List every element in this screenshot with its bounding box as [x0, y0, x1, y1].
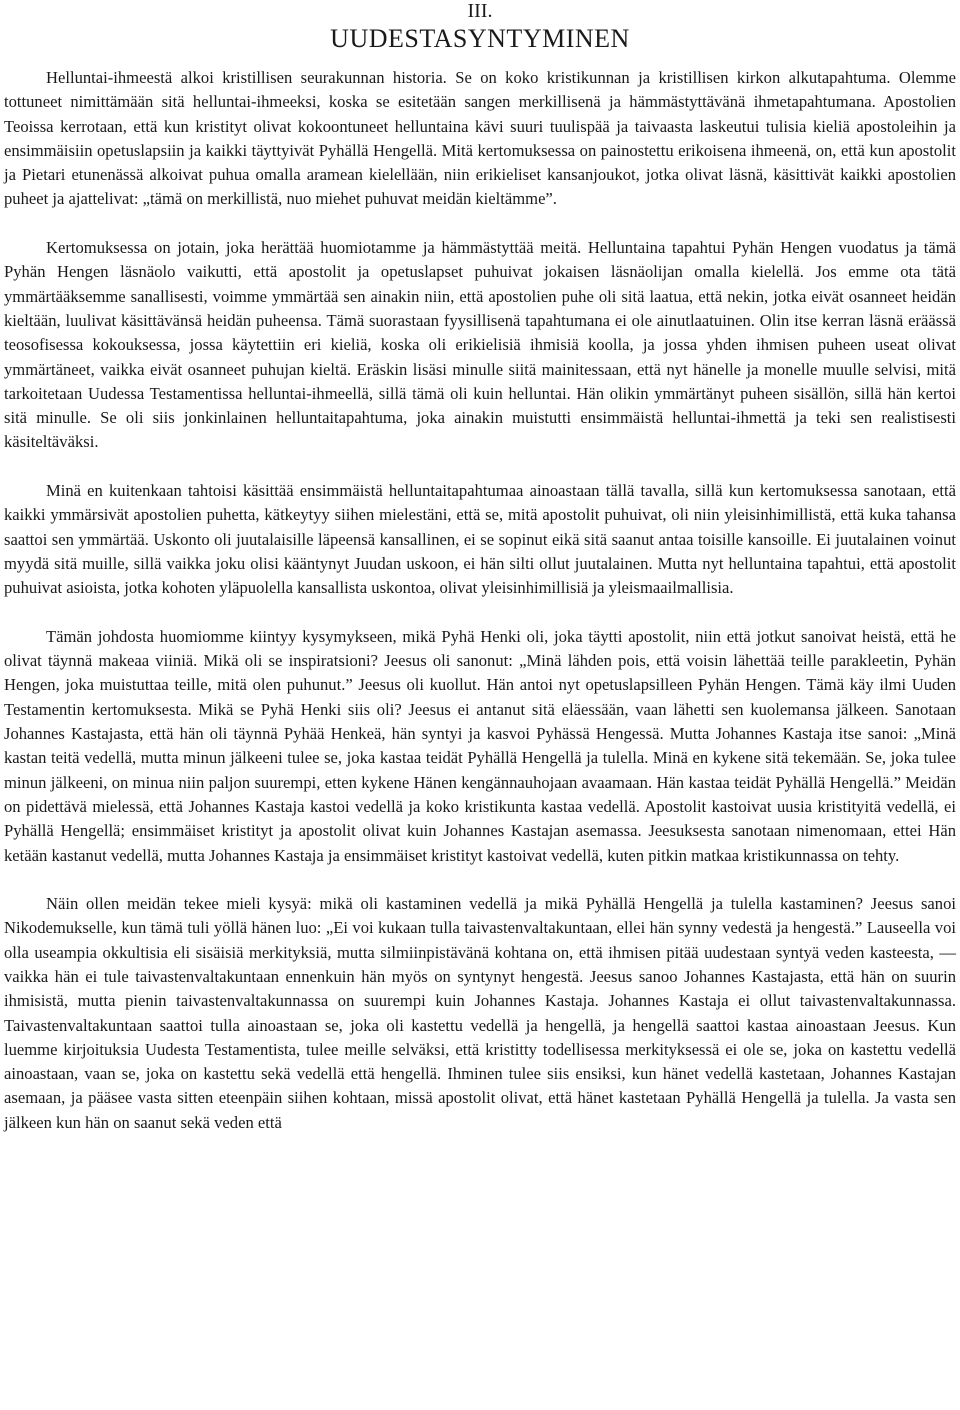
paragraph: Tämän johdosta huomiomme kiintyy kysymykseen, mikä Pyhä Henki oli, joka täytti apostolit, niin että jotkut sanoivat heistä, että he olivat täynnä makeaa viiniä. Mikä oli se inspiratsioni? Jeesus oli sanonut: „Minä lähden pois, että voisin lähettää teille parakleetin, Pyhän Hengen, joka muistuttaa teille, mitä olen puhunut.” Jeesus oli kuollut. Hän antoi nyt opetuslapsilleen Pyhän Hengen. Tämä käy ilmi Uuden Testamentin kertomuksesta. Mikä se Pyhä Henki siis oli? Jeesus ei antanut sitä eläessään, vaan lähetti sen kuolemansa jälkeen. Sanotaan Johannes Kastajasta, että hän oli täynnä Pyhää Henkeä, hän syntyi ja kasvoi Pyhässä Hengessä. Mutta Johannes Kastaja itse sanoi: „Minä kastan teitä vedellä, mutta minun jälkeeni tulee se, joka kastaa teidät Pyhällä Hengellä ja tulella. Minä en kykene sitä tekemään. Se, joka tulee minun jälkeeni, on minua niin paljon suurempi, etten kykene Hänen kengännauhojaan avaamaan. Hän kastaa teidät Pyhällä Hengellä.” Meidän on pidettävä mielessä, että Johannes Kastaja kastoi vedellä ja koko kristikunta kastaa vedellä. Apostolit kastoivat uusia kristityitä vedellä, ei Pyhällä Hengellä; ensimmäiset kristityt ja apostolit olivat kuin Johannes Kastajan asemassa. Jeesuksesta sanotaan nimenomaan, ettei Hän ketään kastanut vedellä, mutta Johannes Kastaja ja ensimmäiset kristityt kastoivat vedellä, kuten pitkin matkaa kristikunnassa on tehty. [4, 626, 956, 865]
paragraph: Helluntai-ihmeestä alkoi kristillisen seurakunnan historia. Se on koko kristikunnan ja kristillisen kirkon alkutapahtuma. Olemme tottuneet nimittämään sitä helluntai-ihmeeksi, koska se esitetään sangen merkillisenä ja hämmästyttävänä ihmetapahtumana. Apostolien Teoissa kerrotaan, että kun kristityt olivat kokoontuneet helluntaina kävi suuri tuulispää ja taivaasta laskeutui tulisia kieliä apostoleihin ja ensimmäisiin opetuslapsiin ja kaikki täyttyivät Pyhällä Hengellä. Mitä kertomuksessa on painostettu erikoisena ihmeenä, on, että kun apostolit ja Pietari etunenässä alkoivat puhua omalla aramean kielellään, niin erikieliset kansanjoukot, jotka olivat läsnä, käsittivät kaikki apostolien puheet ja ajattelivat: „tämä on merkillistä, nuo miehet puhuvat meidän kieltämme”. [4, 68, 956, 209]
chapter-number: III. [467, 0, 493, 22]
paragraph: Minä en kuitenkaan tahtoisi käsittää ensimmäistä helluntaitapahtumaa ainoastaan tällä tavalla, sillä kun kertomuksessa sanotaan, että kaikki ymmärsivät apostolien puhetta, kätkeytyy siihen mielestäni, että se, mitä apostolit puhuivat, oli niin yleisinhimillistä, että kuka tahansa saattoi sen ymmärtää. Uskonto oli juutalaisille läpeensä kansallinen, ei se sopinut eikä sitä saanut antaa toisille kansoille. Ei juutalainen voinut myydä sitä muille, sillä vaikka joku olisi kääntynyt Juudan uskoon, ei hän silti ollut juutalainen. Mutta nyt helluntaina tapahtui, että apostolit puhuivat asioista, jotka kohoten yläpuolella kansallista uskontoa, olivat yleisinhimillisiä ja yleismaailmallisia. [4, 481, 956, 598]
paragraph: Kertomuksessa on jotain, joka herättää huomiotamme ja hämmästyttää meitä. Helluntaina tapahtui Pyhän Hengen vuodatus ja tämä Pyhän Hengen läsnäolo vaikutti, että apostolit ja opetuslapset puhuivat jokaisen läsnäolijan omalla kielellä. Jos emme ota tätä ymmärtääksemme sanallisesti, voimme ymmärtää sen ainakin niin, että apostolien puhe oli sitä laatua, että nekin, jotka eivät osanneet heidän kieltään, luulivat käsittävänsä heidän puheensa. Tämä suorastaan fyysillisenä tapahtumana ei ole ainutlaatuinen. Olin itse kerran läsnä eräässä teosofisessa kokouksessa, jossa käytettiin eri kieliä, koska oli erikielisiä ihmisiä koolla, ja jossa yhden ihmisen puheen useat olivat ymmärtäneet, vaikka eivät osanneet puhujan kieltä. Eräskin lisäsi minulle siitä mainitessaan, että nyt hänelle ja monelle muulle selvisi, mitä tarkoitetaan Uudessa Testamentissa helluntai-ihmeellä, sillä tämä oli kuin helluntai. Hän olikin ymmärtänyt puheen sisällön, sillä hän kertoi sitä minulle. Se oli siis jonkinlainen helluntaitapahtuma, joka ainakin muistutti ensimmäistä helluntai-ihmettä ja teki sen realistisesti käsiteltäväksi. [4, 238, 956, 452]
document-page [4, 0, 956, 1159]
paragraph: Näin ollen meidän tekee mieli kysyä: mikä oli kastaminen vedellä ja mikä Pyhällä Hengellä ja tulella kastaminen? Jeesus sanoi Nikodemukselle, kun tämä tuli yöllä hänen luo: „Ei voi kukaan tulla taivastenvaltakuntaan, ellei hän synny vedestä ja hengestä.” Lauseella voi olla useampia okkultisia eli sisäisiä merkityksiä, mutta silmiinpistävänä kohtana on, että ihmisen pitää uudestaan syntyä veden kasteesta, — vaikka hän ei tule taivastenvaltakuntaan ennenkuin hän myös on syntynyt hengestä. Jeesus sanoo Johannes Kastajasta, että hän on suurin ihmisistä, mutta pienin taivastenvaltakunnassa on suurempi kuin Johannes Kastaja. Johannes Kastaja ei ollut taivastenvaltakunnassa. Taivastenvaltakuntaan saattoi tulla ainoastaan se, joka oli kastettu vedellä ja hengellä, ja hengellä saattoi kastaa ainoastaan Jeesus. Kun luemme kirjoituksia Uudesta Testamentista, tulee meille selväksi, että kristitty todellisessa merkityksessä ei ole se, joka on kastettu vedellä ainoastaan, vaan se, joka on kastettu sekä vedellä että hengellä. Ihminen tulee siis ensiksi, kun hänet vedellä kastetaan, Johannes Kastajan asemaan, ja pääsee vasta sitten eteenpäin siihen kohtaan, missä apostolit olivat, että hänet kastetaan Pyhällä Hengellä ja tulella. Ja vasta sen jälkeen kun hän on saanut sekä veden että [4, 894, 956, 1132]
chapter-title: UUDESTASYNTYMINEN [330, 24, 630, 53]
